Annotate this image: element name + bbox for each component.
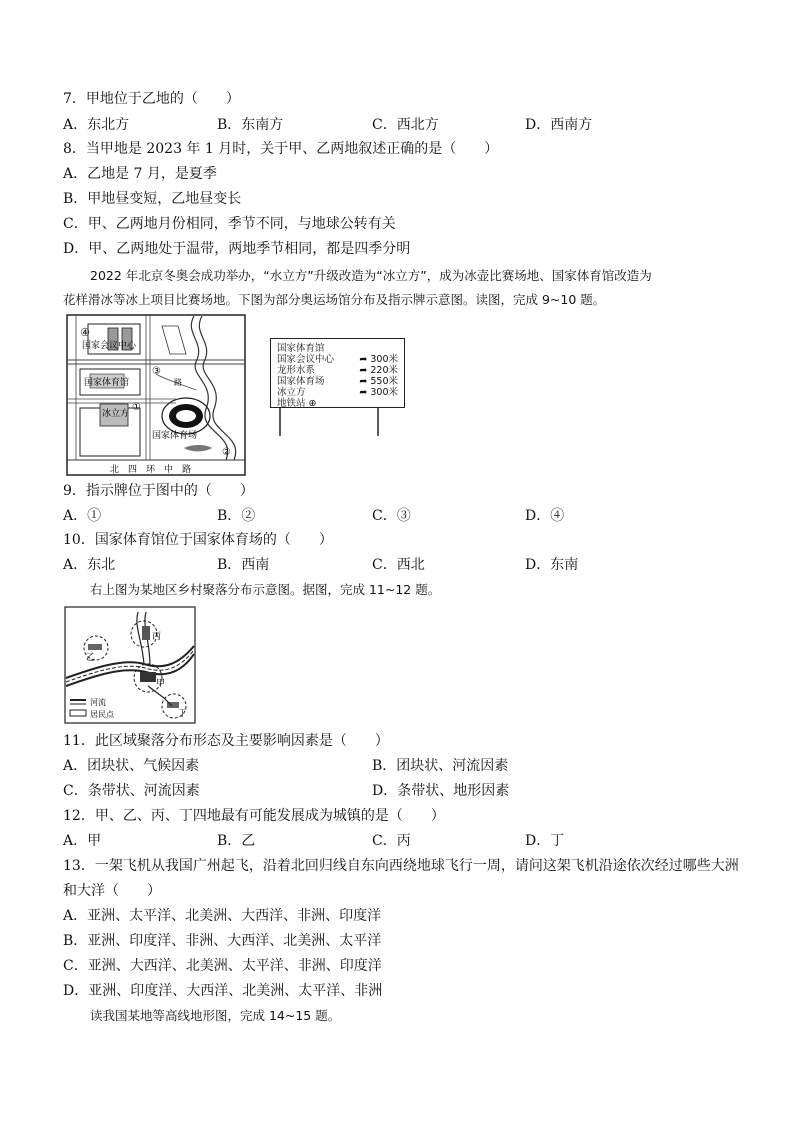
q11-option-b: B．团块状、河流因素 — [372, 758, 509, 774]
olympic-venue-map — [66, 314, 246, 476]
q10-option-d: D．东南 — [525, 557, 579, 573]
q13-option-b: B．亚洲、印度洋、非洲、大西洋、北美洲、太平洋 — [63, 933, 382, 949]
q9-option-b: B．② — [217, 508, 256, 524]
label-circle-1: ① — [132, 402, 141, 413]
label-north-fourth-ring-road: 北 四 环 中 路 — [110, 465, 192, 475]
label-conference-center: 国家会议中心 — [82, 341, 137, 351]
q8-option-b: B．甲地昼变短，乙地昼变长 — [63, 191, 242, 207]
question-10-stem: 10．国家体育馆位于国家体育场的（ ） — [63, 532, 333, 548]
q10-option-a: A．东北 — [63, 557, 116, 573]
question-13-stem-cont: 和大洋（ ） — [63, 883, 161, 899]
q11-option-c: C．条带状、河流因素 — [63, 783, 200, 799]
sign-row: 国家会议中心 ➦ 300米 — [277, 354, 398, 365]
q9-option-c: C．③ — [372, 508, 411, 524]
q9-option-a: A．① — [63, 508, 102, 524]
olympics-intro-line2: 花样滑冰等冰上项目比赛场地。下图为部分奥运场馆分布及指示牌示意图。读图，完成 9~10 题。 — [63, 292, 606, 307]
question-9-stem: 9．指示牌位于图中的（ ） — [63, 483, 254, 499]
q7-option-a: A．东北方 — [63, 117, 130, 133]
label-circle-4: ④ — [80, 326, 90, 339]
q13-option-a: A．亚洲、太平洋、北美洲、大西洋、非洲、印度洋 — [63, 908, 382, 924]
olympics-intro-line1: 2022 年北京冬奥会成功举办，“水立方”升级改造为“冰立方”，成为冰壶比赛场地、国家体育馆改造为 — [90, 268, 652, 283]
q11-option-d: D．条带状、地形因素 — [372, 783, 510, 799]
q12-option-c: C．丙 — [372, 833, 411, 849]
q8-option-d: D．甲、乙两地处于温带，两地季节相同，都是四季分明 — [63, 241, 411, 257]
q12-option-a: A．甲 — [63, 833, 102, 849]
sign-row: 龙形水系 ➦ 220米 — [277, 365, 398, 376]
sign-posts — [270, 408, 405, 438]
label-circle-3: ③ — [152, 366, 161, 377]
q12-option-d: D．丁 — [525, 833, 565, 849]
q10-option-b: B．西南 — [217, 557, 270, 573]
contour-intro: 读我国某地等高线地形图，完成 14~15 题。 — [90, 1008, 341, 1023]
label-circle-2: ② — [222, 447, 231, 458]
label-road: 路 — [174, 378, 182, 387]
label-jia: 甲 — [156, 679, 166, 689]
label-ding: 丁 — [178, 709, 188, 719]
label-national-gym: 国家体育馆 — [84, 378, 130, 388]
label-yi: 乙 — [86, 653, 96, 663]
q11-option-a: A．团块状、气候因素 — [63, 758, 200, 774]
q13-option-c: C．亚洲、大西洋、北美洲、太平洋、非洲、印度洋 — [63, 958, 382, 974]
sign-row: 国家体育场 ➦ 550米 — [277, 376, 398, 387]
question-12-stem: 12．甲、乙、丙、丁四地最有可能发展成为城镇的是（ ） — [63, 808, 445, 824]
settlement-legend-symbol — [70, 710, 86, 716]
q7-option-d: D．西南方 — [525, 117, 593, 133]
question-7-stem: 7．甲地位于乙地的（ ） — [63, 91, 240, 107]
subway-icon: ⊕ — [308, 398, 317, 409]
label-national-stadium: 国家体育场 — [152, 431, 198, 441]
q7-option-b: B．东南方 — [217, 117, 284, 133]
sign-row: 冰立方 ➦ 300米 — [277, 387, 398, 398]
sign-row: 地铁站 ⊕ — [277, 398, 317, 409]
q8-option-c: C．甲、乙两地月份相同，季节不同，与地球公转有关 — [63, 216, 396, 232]
legend-river: 河流 — [90, 698, 106, 707]
direction-sign — [270, 338, 405, 408]
question-11-stem: 11．此区域聚落分布形态及主要影响因素是（ ） — [63, 733, 389, 749]
label-bing: 丙 — [152, 632, 162, 642]
question-8-stem: 8．当甲地是 2023 年 1 月时，关于甲、乙两地叙述正确的是（ ） — [63, 141, 499, 157]
legend-settlement: 居民点 — [90, 710, 114, 719]
label-ice-cube: 冰立方 — [102, 409, 130, 419]
q9-option-d: D．④ — [525, 508, 565, 524]
q8-option-a: A．乙地是 7 月，是夏季 — [63, 166, 217, 182]
q12-option-b: B．乙 — [217, 833, 256, 849]
q13-option-d: D．亚洲、印度洋、大西洋、北美洲、太平洋、非洲 — [63, 983, 383, 999]
sign-row: 国家体育馆 — [277, 343, 325, 354]
arrow-icon: ➦ — [359, 354, 368, 365]
arrow-icon: ➦ — [359, 365, 368, 376]
q7-option-c: C．西北方 — [372, 117, 439, 133]
settlement-map — [64, 606, 196, 724]
arrow-icon: ➦ — [359, 387, 368, 398]
question-13-stem: 13．一架飞机从我国广州起飞，沿着北回归线自东向西绕地球飞行一周，请问这架飞机沿途依次经过哪些大洲 — [63, 858, 739, 874]
arrow-icon: ➦ — [359, 376, 368, 387]
q10-option-c: C．西北 — [372, 557, 425, 573]
settlement-intro: 右上图为某地区乡村聚落分布示意图。据图，完成 11~12 题。 — [90, 582, 441, 597]
